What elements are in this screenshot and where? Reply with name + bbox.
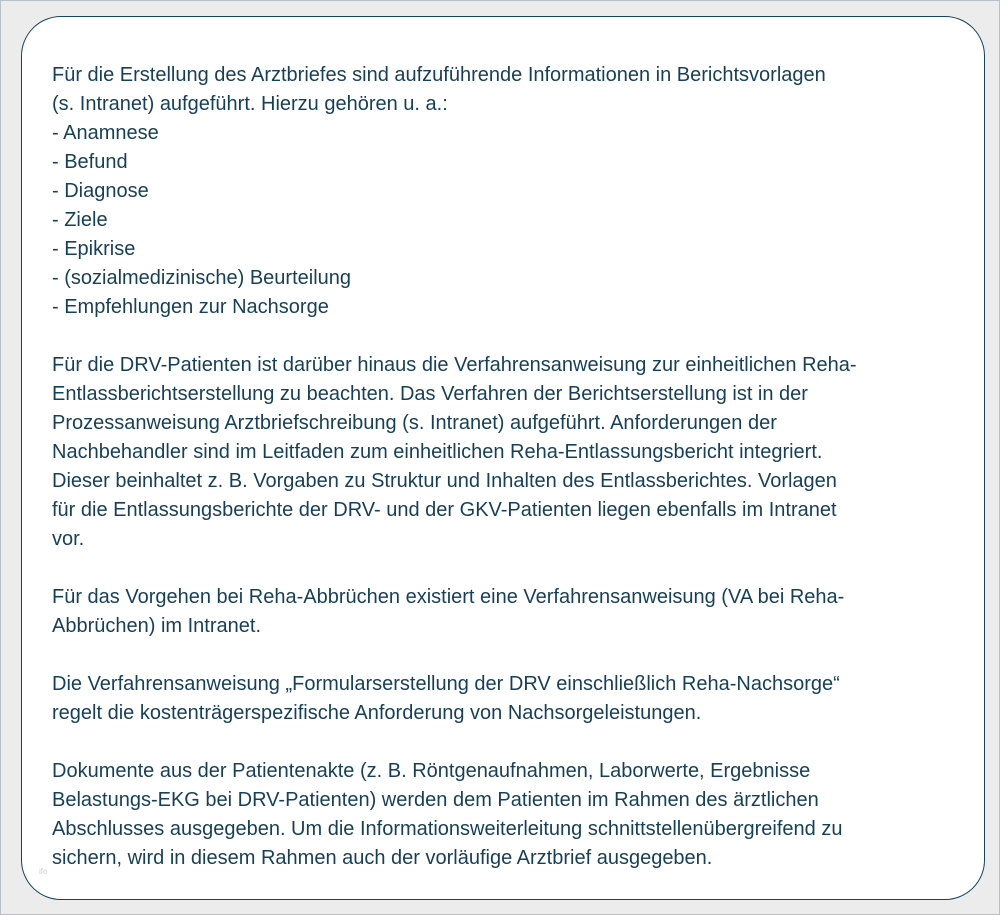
paragraph-spacer [52,554,972,583]
text-line: Für das Vorgehen bei Reha-Abbrüchen existiert eine Verfahrensanweisung (VA bei Reha- [52,586,845,608]
text-line: Dokumente aus der Patientenakte (z. B. Röntgenaufnahmen, Laborwerte, Ergebnisse [52,760,811,782]
text-line: Dieser beinhaltet z. B. Vorgaben zu Struktur und Inhalten des Entlassberichtes. Vorlagen [52,470,837,492]
paragraph-spacer [52,641,972,670]
paragraph-reha-abbrueche [52,583,972,641]
text-line: Nachbehandler sind im Leitfaden zum einheitlichen Reha-Entlassungsbericht integriert. [52,441,823,463]
list-item: - Befund [52,151,128,173]
text-line: Abbrüchen) im Intranet. [52,615,261,637]
list-item: - (sozialmedizinische) Beurteilung [52,267,352,289]
paragraph-spacer [52,728,972,757]
text-line: Entlassberichtserstellung zu beachten. Das Verfahren der Berichtserstellung ist in der [52,383,808,405]
list-item: - Anamnese [52,122,159,144]
list-item: - Ziele [52,209,108,231]
paragraph-dokumente [52,757,972,873]
text-line: Für die Erstellung des Arztbriefes sind aufzuführende Informationen in Berichtsvorlagen [52,64,826,86]
text-line: für die Entlassungsberichte der DRV- und der GKV-Patienten liegen ebenfalls im Intranet [52,499,837,521]
text-line: vor. [52,528,85,550]
text-line: sichern, wird in diesem Rahmen auch der vorläufige Arztbrief ausgegeben. [52,847,713,869]
list-item: - Diagnose [52,180,149,202]
paragraph-arztbrief-info [52,61,972,322]
paragraph-formularerstellung [52,670,972,728]
text-line: Für die DRV-Patienten ist darüber hinaus die Verfahrensanweisung zur einheitlichen Reha- [52,354,857,376]
bullet-list [52,119,972,322]
document-body [52,61,972,873]
text-line: Abschlusses ausgegeben. Um die Informationsweiterleitung schnittstellenübergreifend zu [52,818,843,840]
text-line: (s. Intranet) aufgeführt. Hierzu gehören u. a.: [52,93,448,115]
watermark: ifo [39,867,48,876]
text-line: Prozessanweisung Arztbriefschreibung (s. Intranet) aufgeführt. Anforderungen der [52,412,777,434]
list-item: - Epikrise [52,238,136,260]
text-line: Die Verfahrensanweisung „Formularserstellung der DRV einschließlich Reha-Nachsorge“ [52,673,840,695]
text-line: regelt die kostenträgerspezifische Anforderung von Nachsorgeleistungen. [52,702,702,724]
paragraph-spacer [52,322,972,351]
paragraph-drv-patients [52,351,972,554]
list-item: - Empfehlungen zur Nachsorge [52,296,329,318]
text-line: Belastungs-EKG bei DRV-Patienten) werden dem Patienten im Rahmen des ärztlichen [52,789,819,811]
